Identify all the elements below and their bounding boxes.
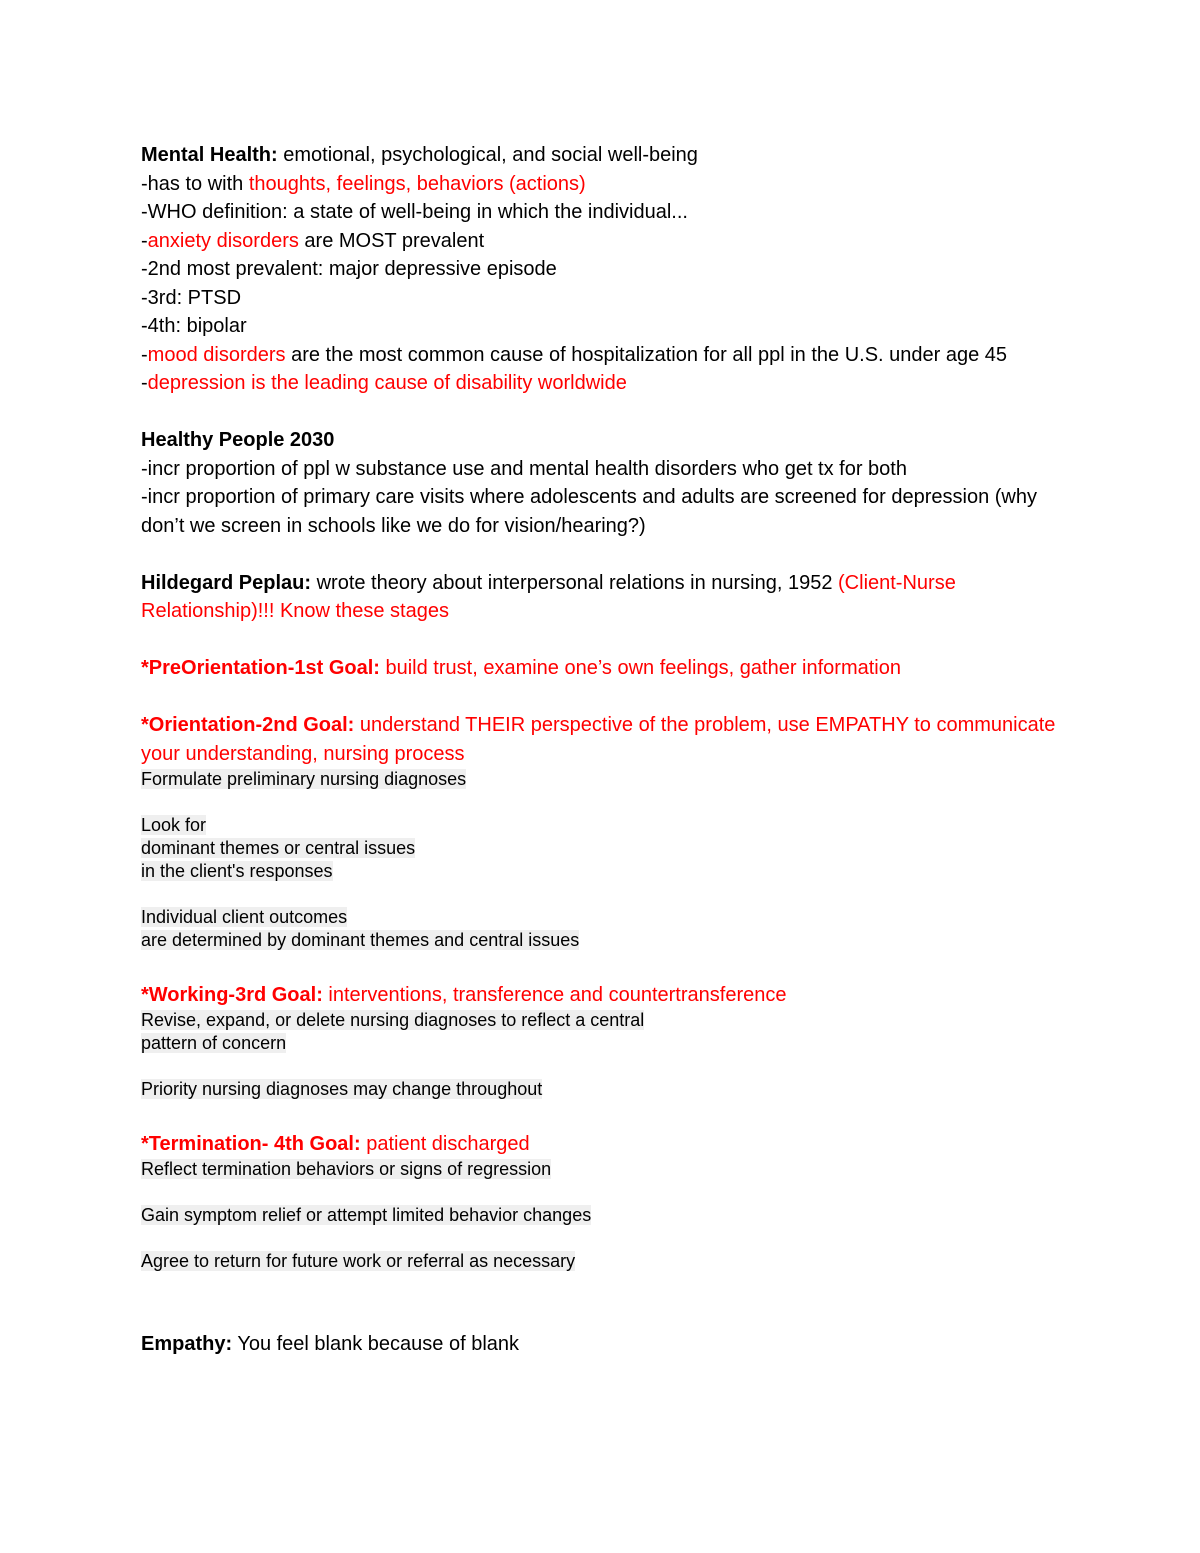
working-highlight-2 [141,1078,1071,1101]
spacer [141,1227,1071,1250]
working-heading: *Working-3rd Goal: [141,983,323,1006]
orientation-paragraph [141,711,1071,768]
termination-text: patient discharged [360,1132,530,1155]
termination-highlight-3 [141,1250,1071,1273]
highlight-text: Look for [141,815,207,835]
working-text: interventions, transference and countertransference [322,983,787,1006]
highlight-text: Individual client outcomes [141,907,348,927]
peplau-paragraph [141,569,1071,626]
spacer [141,1055,1071,1078]
peplau-heading: Hildegard Peplau: [141,571,312,594]
termination-highlight-2 [141,1204,1071,1227]
mental-health-definition: emotional, psychological, and social well-being [277,144,698,166]
highlight-text: are determined by dominant themes and central issues [141,930,580,950]
mental-health-heading: Mental Health: [141,144,278,166]
spacer [141,791,1071,814]
highlight-text: in the client's responses [141,861,333,881]
spacer [141,883,1071,906]
highlight-text: Gain symptom relief or attempt limited behavior changes [141,1205,592,1225]
red-emphasis: thoughts, feelings, behaviors (actions) [248,172,586,195]
termination-heading: *Termination- 4th Goal: [141,1132,361,1155]
red-emphasis: anxiety disorders [147,229,299,252]
termination-highlight-1 [141,1158,1071,1181]
line-prefix: - [141,343,148,366]
empathy-paragraph [141,1330,1071,1359]
orientation-heading: *Orientation-2nd Goal: [141,714,355,736]
spacer [141,1101,1071,1130]
healthy-people-line-2: -incr proportion of primary care visits where adolescents and adults are screened for depression (why don’t we screen in schools like we do for vision/hearing?) [141,486,1037,537]
spacer [141,1181,1071,1204]
line-prefix: - [141,372,148,394]
orientation-highlight-3b [141,929,1071,952]
line-prefix: - [141,229,148,252]
preorientation-paragraph [141,654,1071,683]
mental-health-line-4: -2nd most prevalent: major depressive episode [141,258,557,280]
mental-health-line-2: -WHO definition: a state of well-being in which the individual... [141,201,688,223]
highlight-text: Formulate preliminary nursing diagnoses [141,769,467,789]
working-highlight-1a [141,1009,1071,1032]
spacer [141,626,1071,655]
document-page [141,141,1071,1359]
line-prefix: -has to with [141,172,249,195]
spacer [141,1273,1071,1302]
highlight-text: Reflect termination behaviors or signs of regression [141,1159,552,1179]
spacer [141,952,1071,981]
healthy-people-line-1: -incr proportion of ppl w substance use and mental health disorders who get tx for both [141,457,907,480]
mental-health-line-3 [141,227,1071,256]
red-emphasis: depression is the leading cause of disability worldwide [147,372,627,394]
highlight-text: pattern of concern [141,1033,287,1053]
highlight-text: dominant themes or central issues [141,838,416,858]
orientation-highlight-2b [141,837,1071,860]
mental-health-line-6: -4th: bipolar [141,315,247,337]
orientation-highlight-3a [141,906,1071,929]
line-suffix: are MOST prevalent [298,229,485,252]
red-emphasis: mood disorders [147,343,286,366]
highlight-text: Agree to return for future work or referral as necessary [141,1251,576,1271]
peplau-text: wrote theory about interpersonal relations in nursing, 1952 [311,571,839,594]
mental-health-definition-line [141,141,1071,170]
orientation-highlight-2a [141,814,1071,837]
mental-health-line-1 [141,170,1071,199]
spacer [141,1302,1071,1331]
peplau-red-text: (Client-Nurse Relationship)!!! Know these stages [141,571,956,622]
empathy-heading: Empathy: [141,1333,233,1355]
orientation-highlight-1 [141,768,1071,791]
spacer [141,683,1071,712]
highlight-text: Revise, expand, or delete nursing diagnoses to reflect a central [141,1010,645,1030]
spacer [141,398,1071,427]
orientation-highlight-2c [141,860,1071,883]
preorientation-heading: *PreOrientation-1st Goal: [141,657,380,679]
empathy-text: You feel blank because of blank [232,1333,520,1355]
mental-health-line-8 [141,369,1071,398]
highlight-text: Priority nursing diagnoses may change throughout [141,1079,543,1099]
mental-health-line-5: -3rd: PTSD [141,286,242,309]
orientation-text: understand THEIR perspective of the problem, use EMPATHY to communicate your understanding, nursing process [141,714,1056,765]
preorientation-text: build trust, examine one’s own feelings, gather information [379,657,901,679]
working-highlight-1b [141,1032,1071,1055]
termination-paragraph [141,1130,1071,1159]
healthy-people-heading: Healthy People 2030 [141,429,335,451]
spacer [141,540,1071,569]
mental-health-line-7 [141,341,1071,370]
working-paragraph [141,981,1071,1010]
line-suffix: are the most common cause of hospitalization for all ppl in the U.S. under age 45 [285,343,1008,366]
